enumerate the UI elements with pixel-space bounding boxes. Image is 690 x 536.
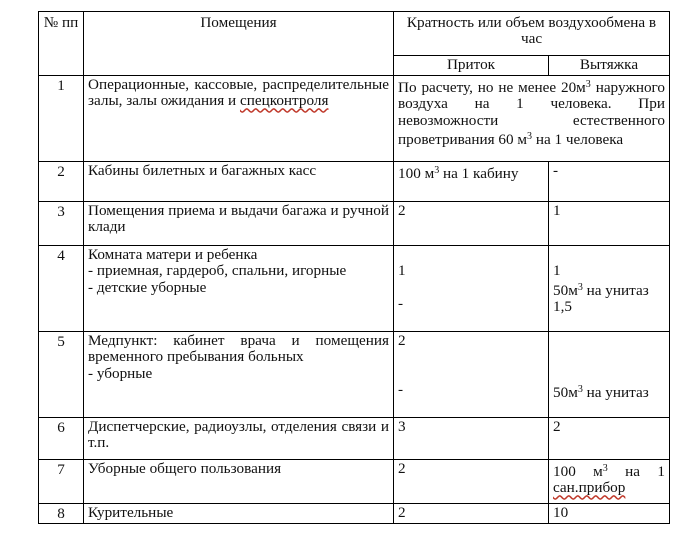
room-subitem: - уборные <box>88 364 153 382</box>
value-text: на 1 человека <box>532 131 624 149</box>
exhaust-cell: 2 <box>549 418 670 460</box>
header-exhaust: Вытяжка <box>549 56 670 76</box>
table-row <box>39 76 670 162</box>
room-text: Операционные, кассовые, распределительные залы, залы ожидания и <box>88 76 389 110</box>
exhaust-value: $50м^3$ на унитаз <box>553 384 649 402</box>
value-text: При невозможности естественного проветривания 60 м <box>398 95 665 149</box>
exhaust-cell: 1 <box>549 202 670 246</box>
superscript: 3 <box>602 463 608 474</box>
row-number: 4 <box>39 246 84 332</box>
room-cell <box>84 246 394 332</box>
row-number: 1 <box>39 76 84 162</box>
supply-cell: 3 <box>394 418 549 460</box>
row-number: 8 <box>39 504 84 524</box>
exhaust-cell <box>549 332 670 418</box>
table-row <box>39 162 670 202</box>
room-title: Комната матери и ребенка <box>88 246 258 263</box>
exhaust-cell: 100 $м^3$ на 1 сан.прибор <box>549 460 670 504</box>
value-text: наружного воздуха на 1 человека. <box>398 79 666 113</box>
supply-cell: 2 <box>394 202 549 246</box>
room-cell: Уборные общего пользования <box>84 460 394 504</box>
exhaust-text-underlined: сан.прибор <box>553 479 626 497</box>
header-rooms: Помещения <box>84 12 394 76</box>
row-number: 5 <box>39 332 84 418</box>
exhaust-value: 1,5 <box>553 298 572 316</box>
room-title: Медпункт: кабинет врача и помещения временного пребывания больных <box>88 332 389 366</box>
ventilation-table <box>38 11 670 524</box>
row-number: 6 <box>39 418 84 460</box>
room-cell: Диспетчерские, радиоузлы, отделения связи и т.п. <box>84 418 394 460</box>
room-subitem: - детские уборные <box>88 278 207 296</box>
supply-cell: 2 <box>394 504 549 524</box>
superscript: 3 <box>585 79 591 90</box>
row-number: 7 <box>39 460 84 504</box>
header-supply: Приток <box>394 56 549 76</box>
room-text-underlined: спецконтроля <box>239 92 329 110</box>
supply-cell: 2 <box>394 460 549 504</box>
supply-value: 2 <box>398 332 406 349</box>
table-row <box>39 418 670 460</box>
value-text: По расчету, но не менее 20м <box>398 79 586 96</box>
room-subitem: - приемная, гардероб, спальни, игорные <box>88 262 347 280</box>
room-cell: Помещения приема и выдачи багажа и ручной клади <box>84 202 394 246</box>
value-text: 100 м <box>398 165 435 182</box>
supply-value: - <box>398 381 404 399</box>
exhaust-value: 1 <box>553 262 561 280</box>
exhaust-cell: - <box>549 162 670 202</box>
value-text: на 1 кабину <box>439 165 519 182</box>
superscript: 3 <box>577 281 583 293</box>
merged-value-cell <box>394 76 670 162</box>
header-air-exchange: Кратность или объем воздухообмена в час <box>394 12 670 56</box>
room-cell: Кабины билетных и багажных касс <box>84 162 394 202</box>
superscript: 3 <box>577 384 583 396</box>
table-row <box>39 504 670 524</box>
supply-cell <box>394 162 549 202</box>
table-row <box>39 246 670 332</box>
exhaust-value: $50м^3$ на унитаз <box>553 281 649 299</box>
row-number: 3 <box>39 202 84 246</box>
table-row <box>39 332 670 418</box>
table-row <box>39 460 670 504</box>
room-cell <box>84 332 394 418</box>
superscript: 3 <box>527 131 533 143</box>
table-header-row <box>39 12 670 56</box>
row-number: 2 <box>39 162 84 202</box>
exhaust-cell <box>549 246 670 332</box>
table-row <box>39 202 670 246</box>
superscript: 3 <box>434 165 440 176</box>
supply-cell <box>394 246 549 332</box>
room-cell <box>84 76 394 162</box>
room-cell: Курительные <box>84 504 394 524</box>
exhaust-cell: 10 <box>549 504 670 524</box>
header-number: № пп <box>39 12 84 76</box>
supply-value: - <box>398 295 404 313</box>
supply-cell <box>394 332 549 418</box>
supply-value: 1 <box>398 262 406 280</box>
